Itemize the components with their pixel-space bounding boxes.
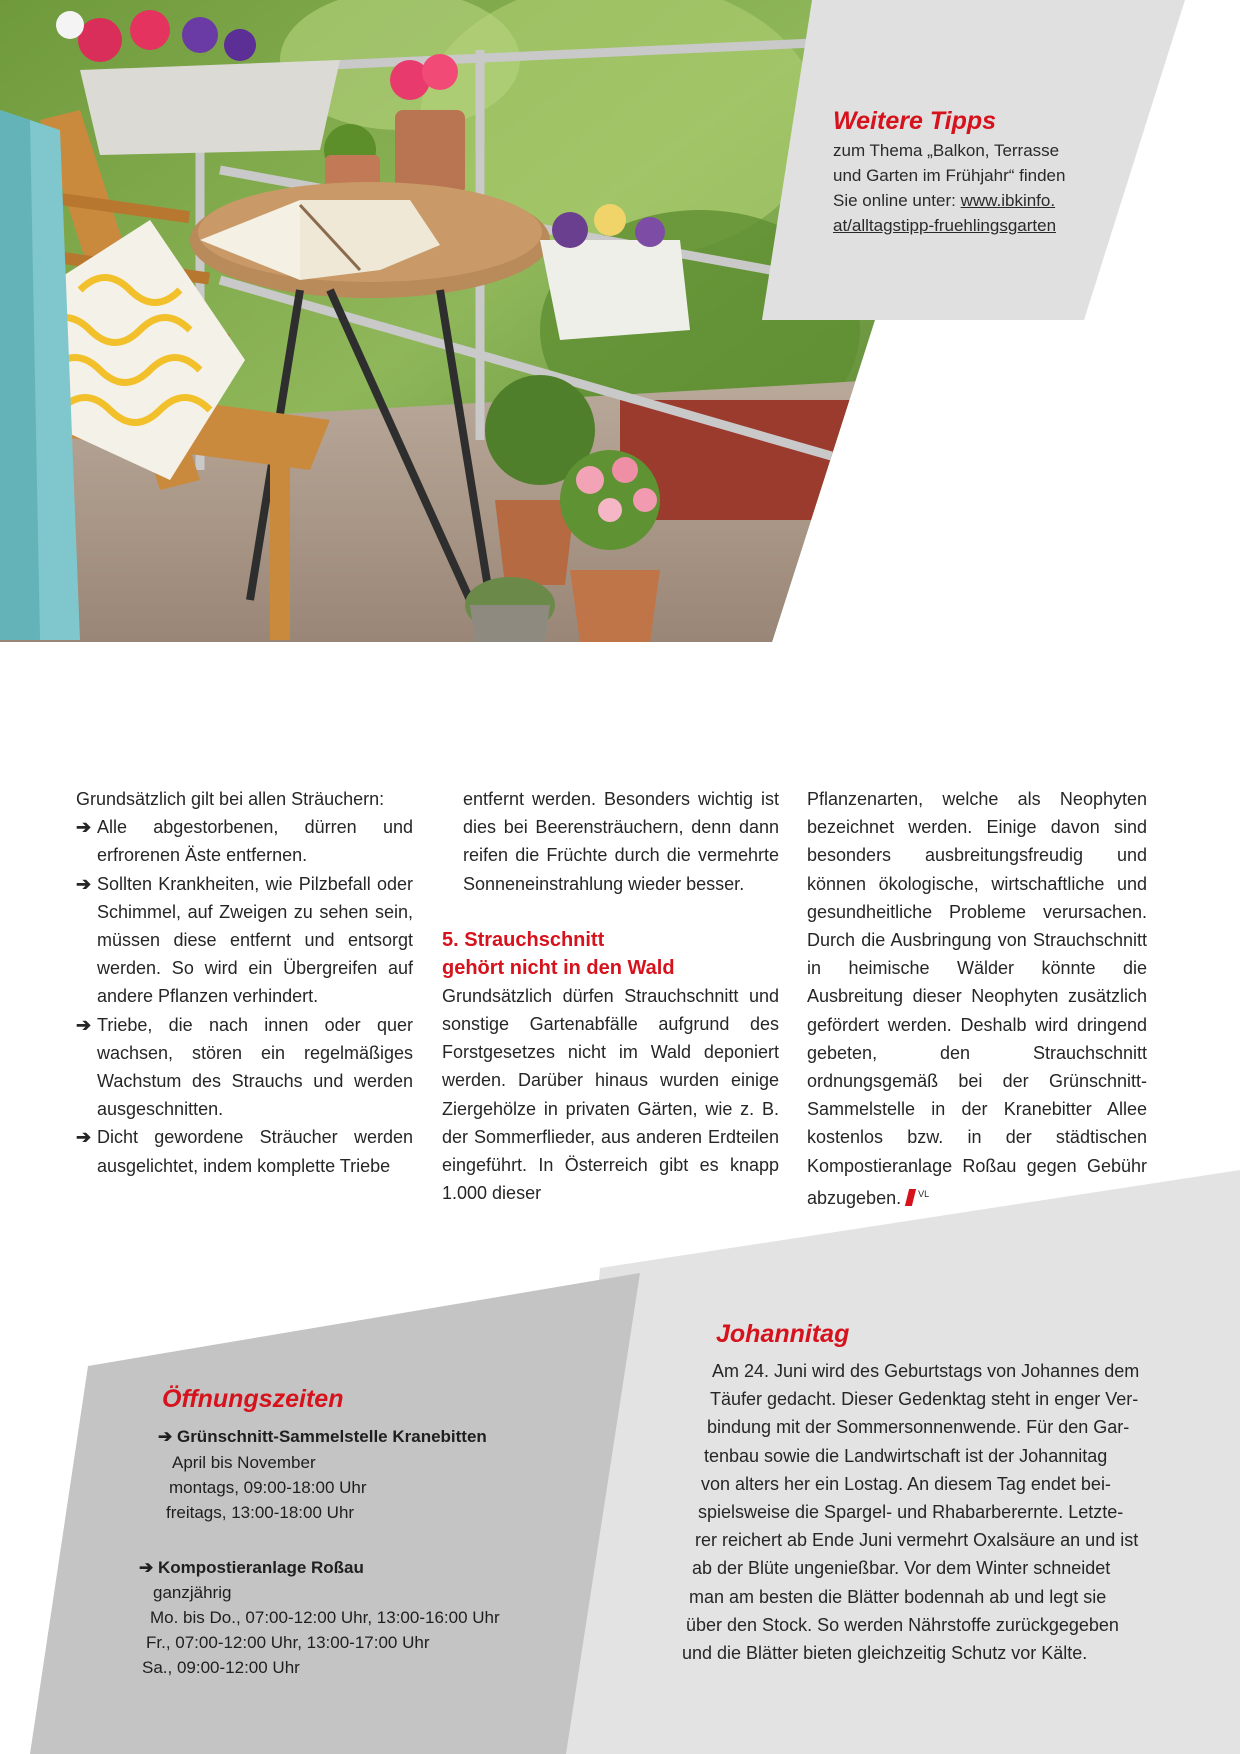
arrow-icon: ➔: [76, 1014, 92, 1035]
location-1-hours-monday: montags, 09:00-18:00 Uhr: [169, 1478, 367, 1497]
tips-line-2: und Garten im Frühjahr“ finden: [833, 166, 1066, 185]
location-2-season: ganzjährig: [153, 1583, 232, 1602]
location-1-season: April bis November: [172, 1453, 316, 1472]
johannitag-line: tenbau sowie die Landwirtschaft ist der Johannitag: [704, 1445, 1108, 1466]
column2-continuation: entfernt werden. Besonders wichtig ist dies bei Beerensträuchern, denn dann reifen die Früchte durch die vermehrte Sonneneinstrahlung wieder besser.: [463, 789, 779, 894]
column1-intro: Grundsätzlich gilt bei allen Sträuchern:: [76, 789, 385, 809]
location-2-hours-mo-do: Mo. bis Do., 07:00-12:00 Uhr, 13:00-16:00 Uhr: [150, 1608, 500, 1627]
arrow-icon: ➔: [76, 873, 92, 894]
section-heading: [442, 926, 779, 982]
location-2-hours-fr: Fr., 07:00-12:00 Uhr, 13:00-17:00 Uhr: [146, 1633, 430, 1652]
location-2-row: [139, 1556, 364, 1580]
johannitag-line: und die Blätter bieten gleichzeitig Schutz vor Kälte.: [682, 1643, 1088, 1664]
text-column-1: [76, 785, 413, 1180]
list-item: [76, 870, 413, 1011]
arrow-icon: ➔: [139, 1558, 158, 1577]
location-1-name: Grünschnitt-Sammelstelle Kranebitten: [176, 1427, 487, 1446]
johannitag-text: [680, 1357, 1150, 1667]
arrow-icon: ➔: [76, 1127, 92, 1148]
johannitag-line: bindung mit der Sommersonnenwende. Für den Gar-: [707, 1417, 1130, 1438]
arrow-icon: ➔: [76, 817, 92, 838]
opening-hours-title: Öffnungszeiten: [162, 1385, 344, 1413]
tips-line-3: [833, 188, 1103, 213]
johannitag-line: Am 24. Juni wird des Geburtstags von Johannes dem: [712, 1361, 1140, 1381]
tips-line-3-prefix: Sie online unter:: [833, 191, 961, 210]
arrow-icon: ➔: [158, 1427, 177, 1446]
location-2-hours-sa: Sa., 09:00-12:00 Uhr: [142, 1658, 300, 1677]
johannitag-line: rer reichert ab Ende Juni vermehrt Oxalsäure an und ist: [695, 1530, 1139, 1551]
list-item-text: Triebe, die nach innen oder quer wachsen, stören ein regelmäßiges Wachstum des Strauchs und werden ausgeschnitten.: [97, 1014, 413, 1120]
johannitag-line: über den Stock. So werden Nährstoffe zurückgegeben: [686, 1614, 1119, 1635]
johannitag-line: Täufer gedacht. Dieser Gedenktag steht in enger Ver-: [710, 1389, 1139, 1410]
tips-link-part-1[interactable]: www.ibkinfo.: [960, 191, 1056, 210]
text-column-2: [442, 785, 779, 1207]
list-item-text: Alle abgestorbenen, dürren und erfrorenen Äste entfernen.: [97, 817, 413, 866]
location-1-row: [158, 1425, 487, 1449]
section-heading-line-2: gehört nicht in den Wald: [442, 956, 675, 979]
tips-box: [833, 106, 1103, 238]
list-item-text: Dicht gewordene Sträucher werden ausgelichtet, indem komplette Triebe: [97, 1127, 413, 1176]
list-item-text: Sollten Krankheiten, wie Pilzbefall oder Schimmel, auf Zweigen zu sehen sein, müssen diese entfernt und entsorgt werden. So wird ein Übergreifen auf andere Pflanzen verhindert.: [97, 873, 413, 1007]
bullet-list: [76, 813, 413, 1180]
tips-link-part-2[interactable]: at/alltagstipp-fruehlingsgarten: [833, 216, 1057, 235]
column3-paragraph-wrap: [807, 785, 1147, 1212]
column3-paragraph: Pflanzenarten, welche als Neophyten bezeichnet werden. Einige davon sind besonders ausbreitungsfreudig und können ökologische, wirtschaftliche und gesundheitliche Probleme verursachen. Durch die Ausbringung von Strauchschnitt in heimische Wälder könnte die Ausbreitung dieser Neophyten zusätzlich gefördert werden. Deshalb wird dringend gebeten, den Strauchschnitt ordnungsgemäß bei der Grünschnitt-Sammelstelle in der Kranebitter Allee kostenlos bzw. in der städtischen Kompostieranlage Roßau gegen Gebühr abzugeben.: [807, 789, 1147, 1208]
section-heading-line-1: 5. Strauchschnitt: [442, 928, 605, 951]
list-item: [76, 813, 413, 869]
text-column-3: [807, 785, 1147, 1212]
tips-title: Weitere Tipps: [833, 107, 997, 135]
johannitag-line: man am besten die Blätter bodennah ab und legt sie: [689, 1586, 1107, 1607]
johannitag-line: spielsweise die Spargel- und Rhabarberernte. Letzte-: [698, 1502, 1124, 1523]
author-initials: VL: [918, 1188, 930, 1199]
johannitag-line: von alters her ein Lostag. An diesem Tag endet bei-: [701, 1473, 1111, 1494]
list-item: [76, 1011, 413, 1124]
location-2-name: Kompostieranlage Roßau: [157, 1558, 364, 1577]
johannitag-line: ab der Blüte ungenießbar. Vor dem Winter schneidet: [692, 1558, 1111, 1579]
johannitag-title: Johannitag: [716, 1320, 850, 1348]
tips-line-1: zum Thema „Balkon, Terrasse: [833, 141, 1060, 160]
column2-paragraph: Grundsätzlich dürfen Strauchschnitt und sonstige Gartenabfälle aufgrund des Forstgesetzes nicht im Wald deponiert werden. Darüber hinaus wurden einige Ziergehölze in privaten Gärten, wie z. B. der Sommerflieder, aus anderen Erdteilen eingeführt. In Österreich gibt es knapp 1.000 dieser: [442, 985, 779, 1204]
location-1-hours-friday: freitags, 13:00-18:00 Uhr: [166, 1503, 355, 1522]
